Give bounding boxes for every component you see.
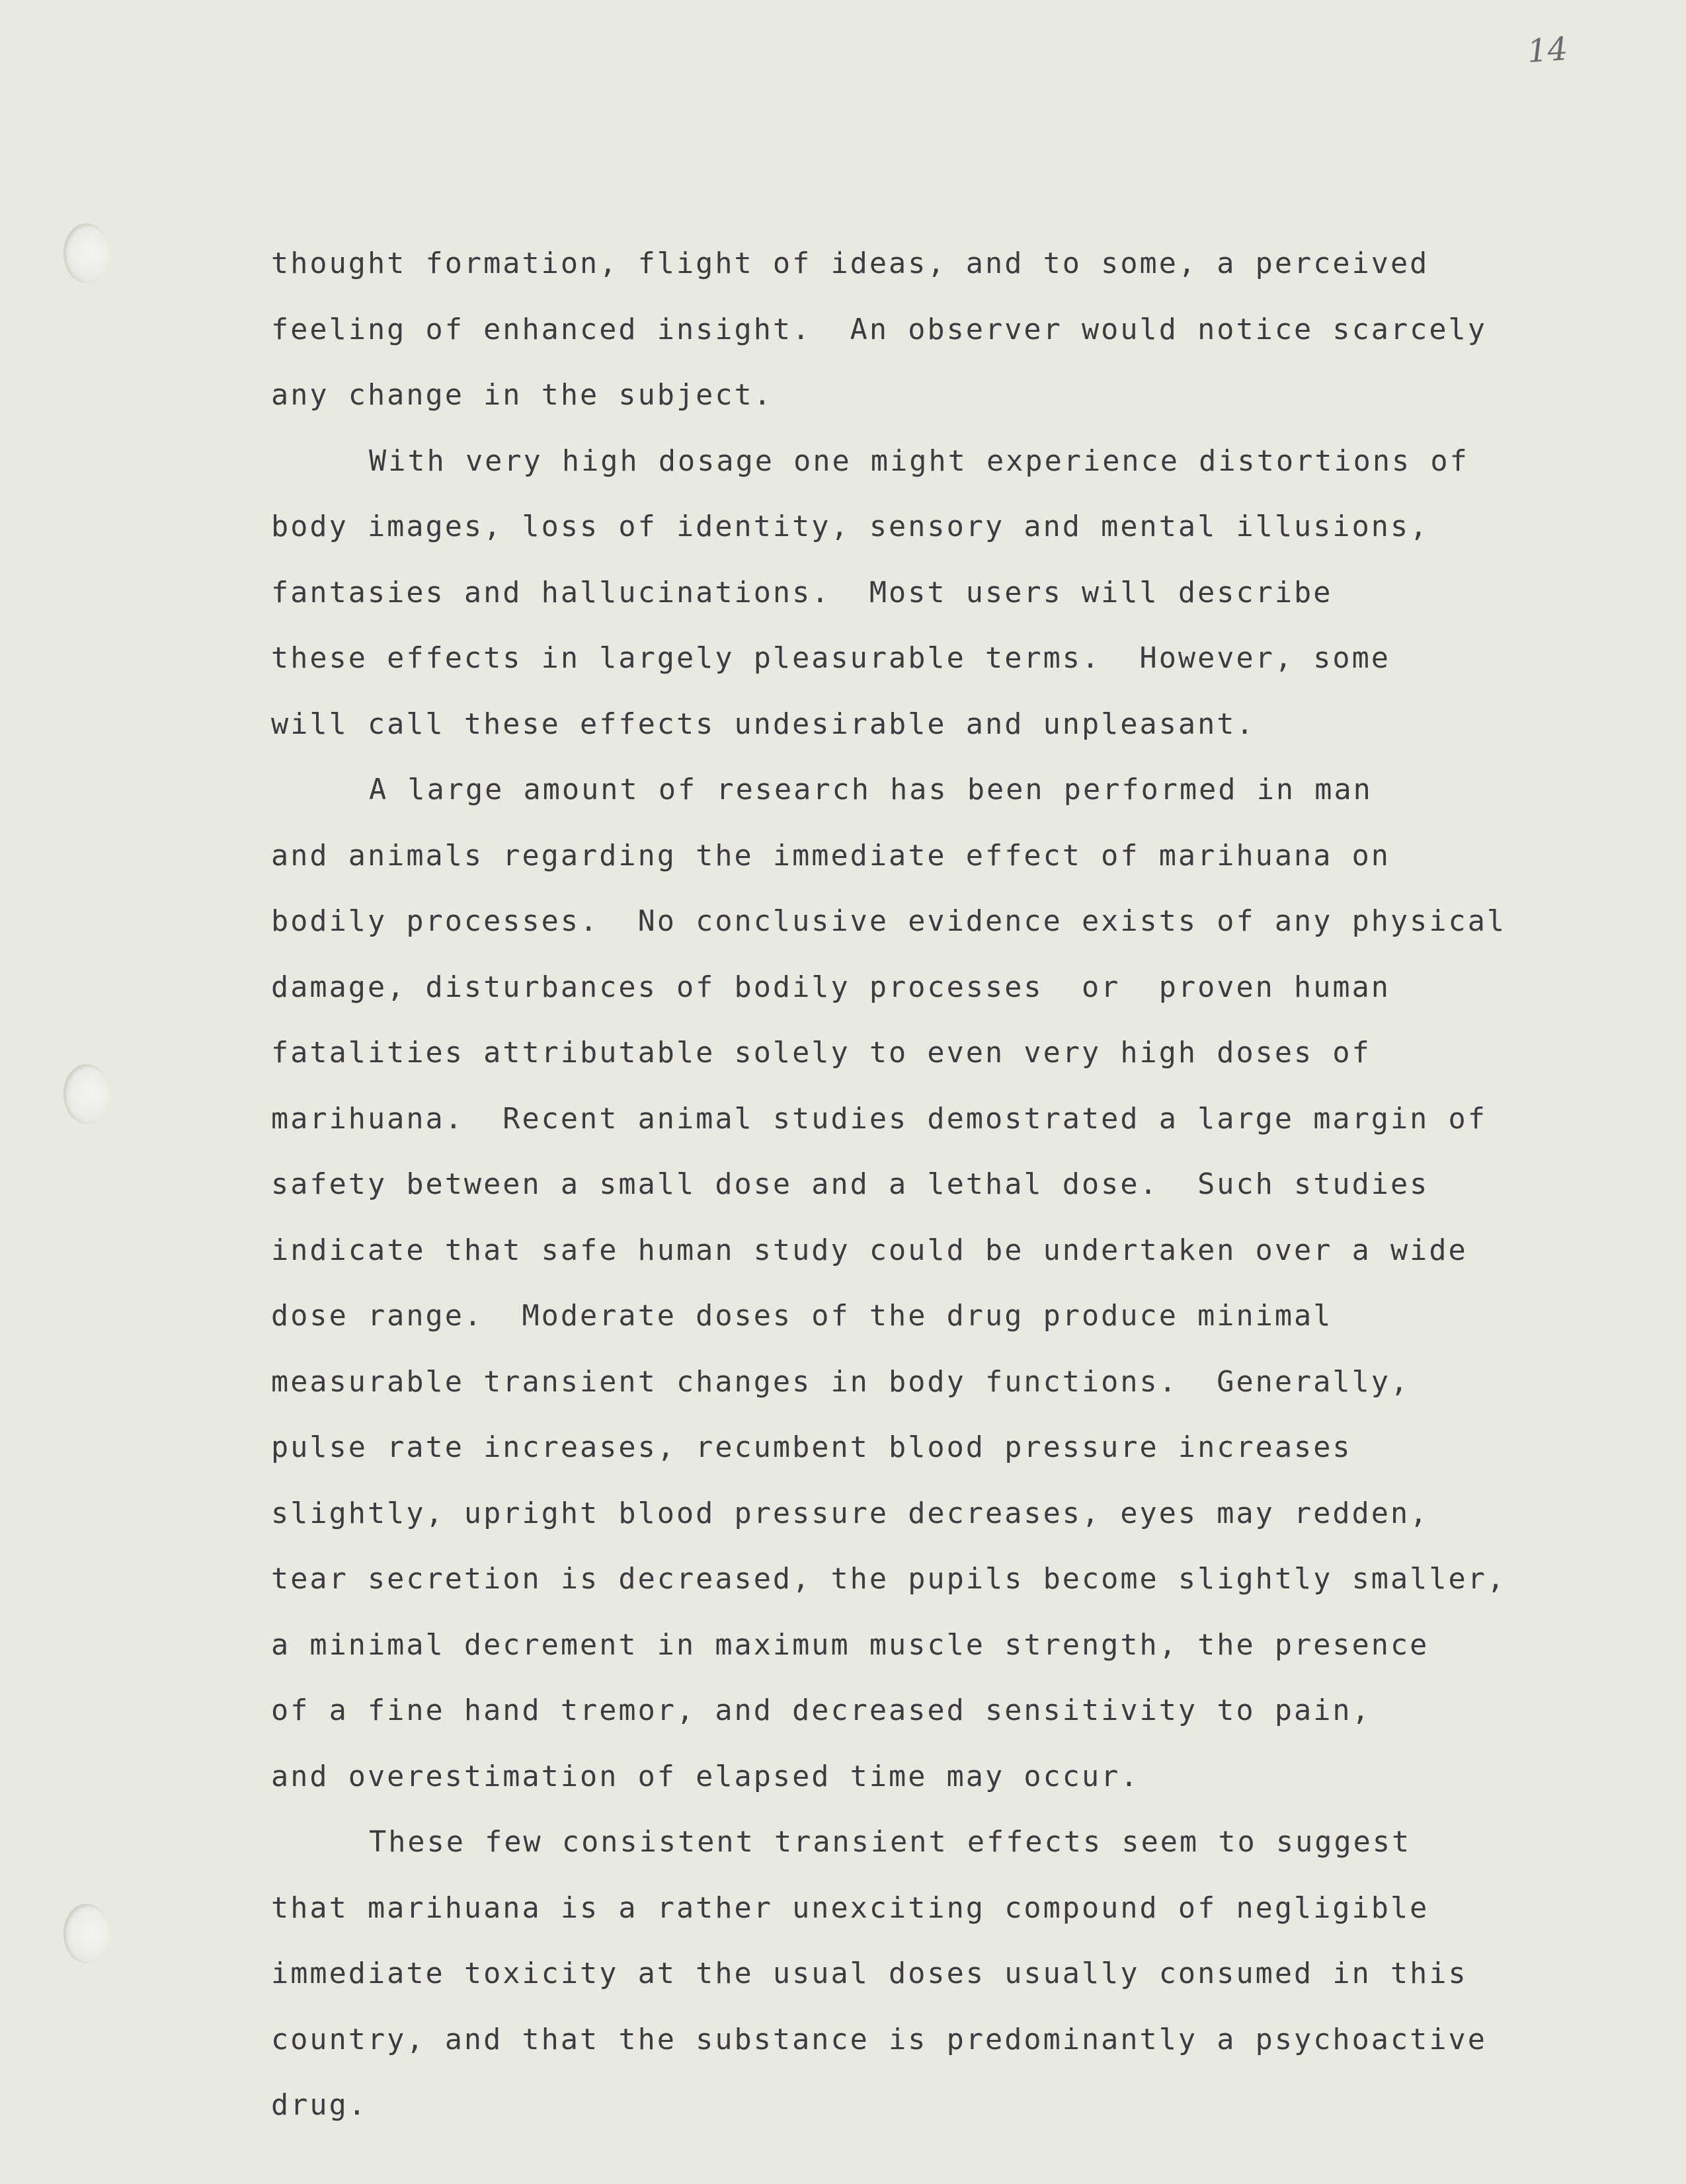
text-line: With very high dosage one might experience distortions of <box>369 444 1469 478</box>
text-line: indicate that safe human study could be undertaken over a wide <box>271 1233 1468 1267</box>
paragraph-1 <box>271 231 1560 429</box>
text-line: will call these effects undesirable and unpleasant. <box>271 707 1256 741</box>
text-line: body images, loss of identity, sensory and mental illusions, <box>271 510 1429 543</box>
text-line: and overestimation of elapsed time may occur. <box>271 1760 1140 1793</box>
text-line: A large amount of research has been performed in man <box>369 773 1373 806</box>
text-line: fantasies and hallucinations. Most users will describe <box>271 576 1333 609</box>
text-line: pulse rate increases, recumbent blood pressure increases <box>271 1431 1352 1464</box>
text-line: and animals regarding the immediate effect of marihuana on <box>271 839 1390 873</box>
text-line: country, and that the substance is predominantly a psychoactive <box>271 2023 1487 2056</box>
text-line: tear secretion is decreased, the pupils become slightly smaller, <box>271 1563 1507 1596</box>
text-line: feeling of enhanced insight. An observer would notice scarcely <box>271 313 1487 346</box>
text-line: fatalities attributable solely to even very high doses of <box>271 1036 1371 1070</box>
text-line: measurable transient changes in body functions. Generally, <box>271 1365 1410 1399</box>
text-line: any change in the subject. <box>271 379 773 412</box>
text-line: damage, disturbances of bodily processes or proven human <box>271 970 1390 1004</box>
punch-hole <box>63 1064 110 1124</box>
typed-text-body <box>271 231 1560 2139</box>
paragraph-2 <box>271 429 1560 758</box>
paragraph-3 <box>271 758 1560 1810</box>
text-line: slightly, upright blood pressure decreases, eyes may redden, <box>271 1497 1429 1530</box>
punch-hole <box>63 1904 110 1963</box>
text-line: a minimal decrement in maximum muscle strength, the presence <box>271 1628 1429 1662</box>
text-line: safety between a small dose and a lethal dose. Such studies <box>271 1168 1429 1201</box>
text-line: of a fine hand tremor, and decreased sensitivity to pain, <box>271 1694 1371 1727</box>
text-line: dose range. Moderate doses of the drug produce minimal <box>271 1300 1333 1333</box>
text-line: marihuana. Recent animal studies demostrated a large margin of <box>271 1102 1487 1136</box>
text-line: immediate toxicity at the usual doses usually consumed in this <box>271 1957 1468 1990</box>
punch-hole <box>63 223 110 283</box>
text-line: that marihuana is a rather unexciting compound of negligible <box>271 1891 1429 1925</box>
text-line: bodily processes. No conclusive evidence exists of any physical <box>271 905 1507 938</box>
text-line: These few consistent transient effects seem to suggest <box>369 1826 1412 1859</box>
text-line: these effects in largely pleasurable terms. However, some <box>271 642 1390 675</box>
text-line: thought formation, flight of ideas, and to some, a perceived <box>271 247 1429 280</box>
text-line: drug. <box>271 2089 368 2122</box>
page-number: 14 <box>1526 30 1569 71</box>
paragraph-4 <box>271 1810 1560 2139</box>
